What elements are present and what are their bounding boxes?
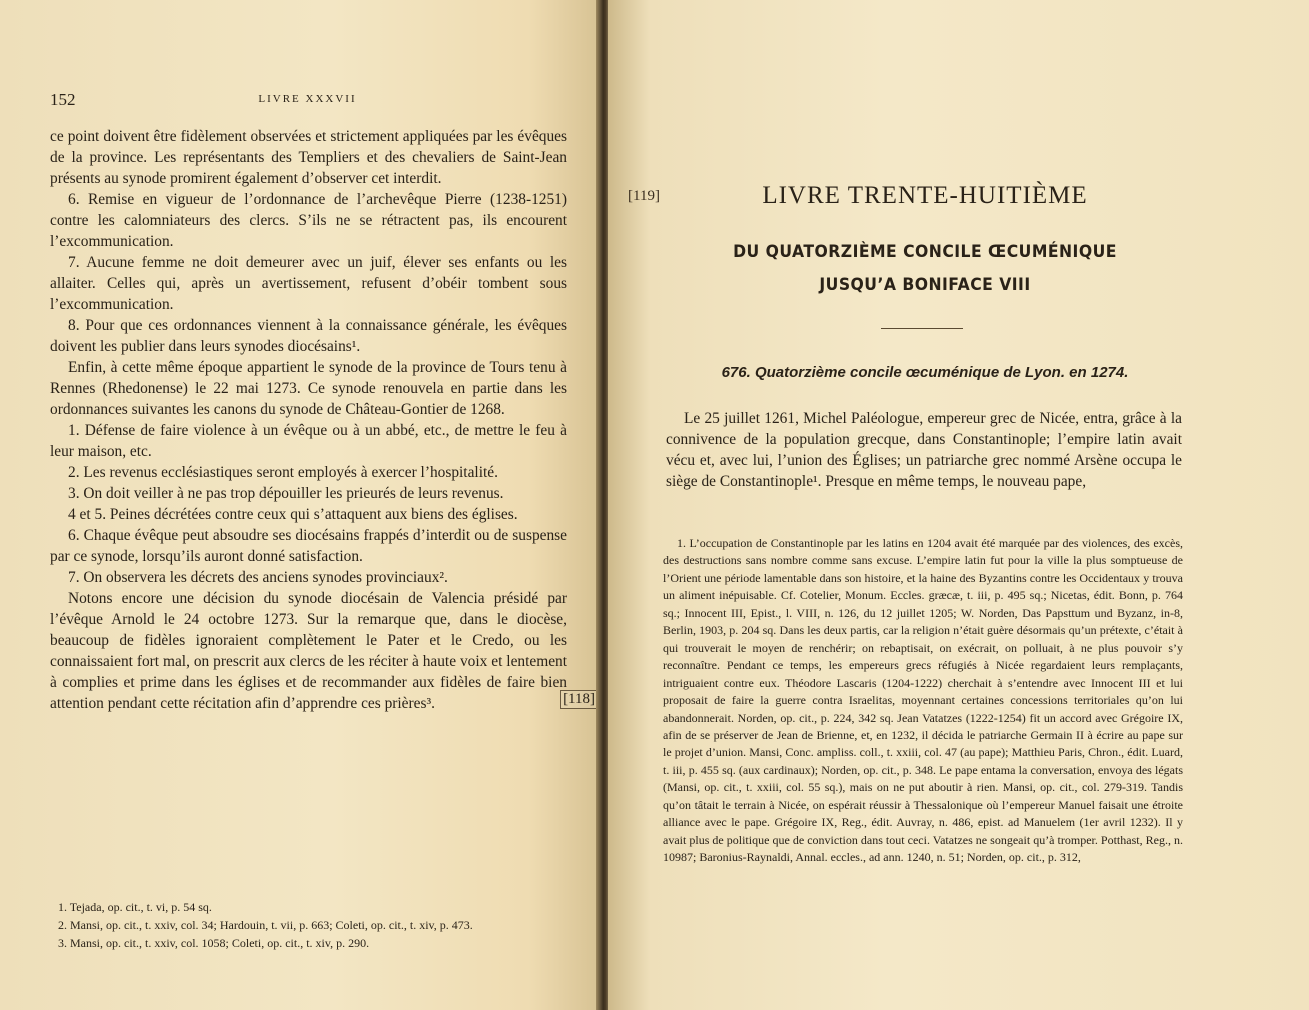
- paragraph: 7. Aucune femme ne doit demeurer avec un juif, élever ses enfants ou les allaiter. Celles qui, après un avertissement, refusent d’obéir tombent sous l’excommunication.: [50, 254, 567, 313]
- margin-page-reference-right: [119]: [628, 188, 660, 204]
- paragraph: 3. On doit veiller à ne pas trop dépouiller les prieurés de leurs revenus.: [68, 485, 504, 502]
- chapter-title-line: JUSQU’A BONIFACE VIII: [819, 275, 1031, 295]
- paragraph: ce point doivent être fidèlement observées et strictement appliquées par les évêques de la province. Les représentants des Templiers et des chevaliers de Saint-Jean présents au synode promirent également d’observer cet interdit.: [50, 128, 567, 187]
- chapter-title: [709, 236, 1141, 302]
- footnote: 3. Mansi, op. cit., t. xxiv, col. 1058; Coleti, op. cit., t. xiv, p. 290.: [58, 936, 370, 950]
- left-page: [0, 0, 600, 1010]
- right-footnotes: [663, 535, 1183, 867]
- chapter-title-line: DU QUATORZIÈME CONCILE ŒCUMÉNIQUE: [733, 242, 1117, 262]
- section-heading: 676. Quatorzième concile œcuménique de Lyon. en 1274.: [721, 364, 1129, 381]
- footnote: 1. Tejada, op. cit., t. vi, p. 54 sq.: [58, 900, 212, 914]
- right-body-text: [666, 408, 1182, 492]
- paragraph: 6. Chaque évêque peut absoudre ses diocésains frappés d’interdit ou de suspense par ce synode, lorsqu’ils auront donné satisfaction.: [50, 527, 567, 565]
- left-body-text: [50, 126, 567, 714]
- page-number: 152: [50, 90, 76, 109]
- divider-rule: [881, 328, 963, 329]
- footnote: 2. Mansi, op. cit., t. xxiv, col. 34; Hardouin, t. vii, p. 663; Coleti, op. cit., t. xiv, p. 473.: [58, 918, 473, 932]
- paragraph: Enfin, à cette même époque appartient le synode de la province de Tours tenu à Rennes (Rhedonense) le 22 mai 1273. Ce synode renouvela en partie dans les ordonnances suivantes les canons du synode de Château-Gontier de 1268.: [50, 359, 567, 418]
- book-title: LIVRE TRENTE-HUITIÈME: [762, 182, 1088, 209]
- paragraph: 1. Défense de faire violence à un évêque ou à un abbé, etc., de mettre le feu à leur maison, etc.: [50, 422, 567, 460]
- running-head: LIVRE XXXVII: [258, 93, 357, 105]
- paragraph: Le 25 juillet 1261, Michel Paléologue, empereur grec de Nicée, entra, grâce à la connivence de la population grecque, dans Constantinople; l’empire latin avait vécu et, avec lui, l’union des Églises; un patriarche grec nommé Arsène occupa le siège de Constantinople¹. Presque en même temps, le nouveau pape,: [666, 410, 1182, 490]
- left-footnotes: [44, 898, 569, 952]
- paragraph: 6. Remise en vigueur de l’ordonnance de l’archevêque Pierre (1238-1251) contre les calomniateurs des clercs. S’ils ne se rétractent pas, ils encourent l’excommunication.: [50, 191, 567, 250]
- paragraph: 4 et 5. Peines décrétées contre ceux qui s’attaquent aux biens des églises.: [68, 506, 518, 523]
- paragraph: 8. Pour que ces ordonnances viennent à la connaissance générale, les évêques doivent les publier dans leurs synodes diocésains¹.: [50, 317, 567, 355]
- paragraph: 7. On observera les décrets des anciens synodes provinciaux².: [68, 569, 448, 586]
- footnote: 1. L’occupation de Constantinople par les latins en 1204 avait été marquée par des violences, des excès, des destructions sans nombre comme sans excuse. L’empire latin fut pour la ville la plus somptueuse de l’Orient une période lamentable dans son histoire, et la haine des Byzantins contre les Occidentaux y trouva un aliment inépuisable. Cf. Cotelier, Monum. Eccles. græcæ, t. iii, p. 495 sq.; Nicetas, édit. Bonn, p. 764 sq.; Innocent III, Epist., l. VIII, n. 126, du 12 juillet 1205; W. Norden, Das Papsttum und Byzanz, in-8, Berlin, 1903, p. 204 sq. Dans les deux partis, car la religion n’était guère désormais qu’un prétexte, c’était à qui trouverait le moyen de renchérir; on rebaptisait, on exécrait, on polluait, à ne plus pouvoir s’y reconnaître. Pendant ce temps, les empereurs grecs réfugiés à Nicée regardaient leurs remplaçants, intriguaient contre eux. Théodore Lascaris (1204-1222) cherchait à s’entendre avec Innocent III et lui proposait de faire la guerre contra Israelitas, moyennant certaines concessions territoriales qu’on lui abandonnerait. Norden, op. cit., p. 224, 342 sq. Jean Vatatzes (1222-1254) fit un accord avec Grégoire IX, afin de se préserver de Jean de Brienne, et, en 1232, il décida le patriarche Germain II à écrire au pape sur le projet d’union. Mansi, Conc. ampliss. coll., t. xxiii, col. 47 (au pape); Matthieu Paris, Chron., édit. Luard, t. iii, p. 455 sq. (aux cardinaux); Norden, op. cit., p. 348. Le pape entama la conversation, envoya des légats (Mansi, op. cit., t. xxiii, col. 55 sq.), mais on ne put aboutir à rien. Mansi, op. cit., col. 279-319. Tandis qu’on tâtait le terrain à Nicée, on espérait réussir à Thessalonique où l’empereur Manuel faisait une étroite alliance avec le pape. Grégoire IX, Reg., édit. Auvray, n. 486, epist. ad Manuelem (1er avril 1232). Il y avait plus de politique que de conviction dans tout ceci. Vatatzes ne songeait qu’à tromper. Potthast, Reg., n. 10987; Baronius-Raynaldi, Annal. eccles., ad ann. 1240, n. 51; Norden, op. cit., p. 312,: [663, 536, 1183, 865]
- paragraph: Notons encore une décision du synode diocésain de Valencia présidé par l’évêque Arnold le 24 octobre 1273. Sur la remarque que, dans le diocèse, beaucoup de fidèles ignoraient complètement le Pater et le Credo, ou les connaissaient fort mal, on prescrit aux clercs de les réciter à haute voix et lentement à complies et prime dans les églises et de recommander aux fidèles de faire bien attention pendant cette récitation afin d’apprendre ces prières³.: [50, 590, 567, 712]
- paragraph: 2. Les revenus ecclésiastiques seront employés à exercer l’hospitalité.: [68, 464, 498, 481]
- margin-page-reference: [118]: [560, 690, 598, 709]
